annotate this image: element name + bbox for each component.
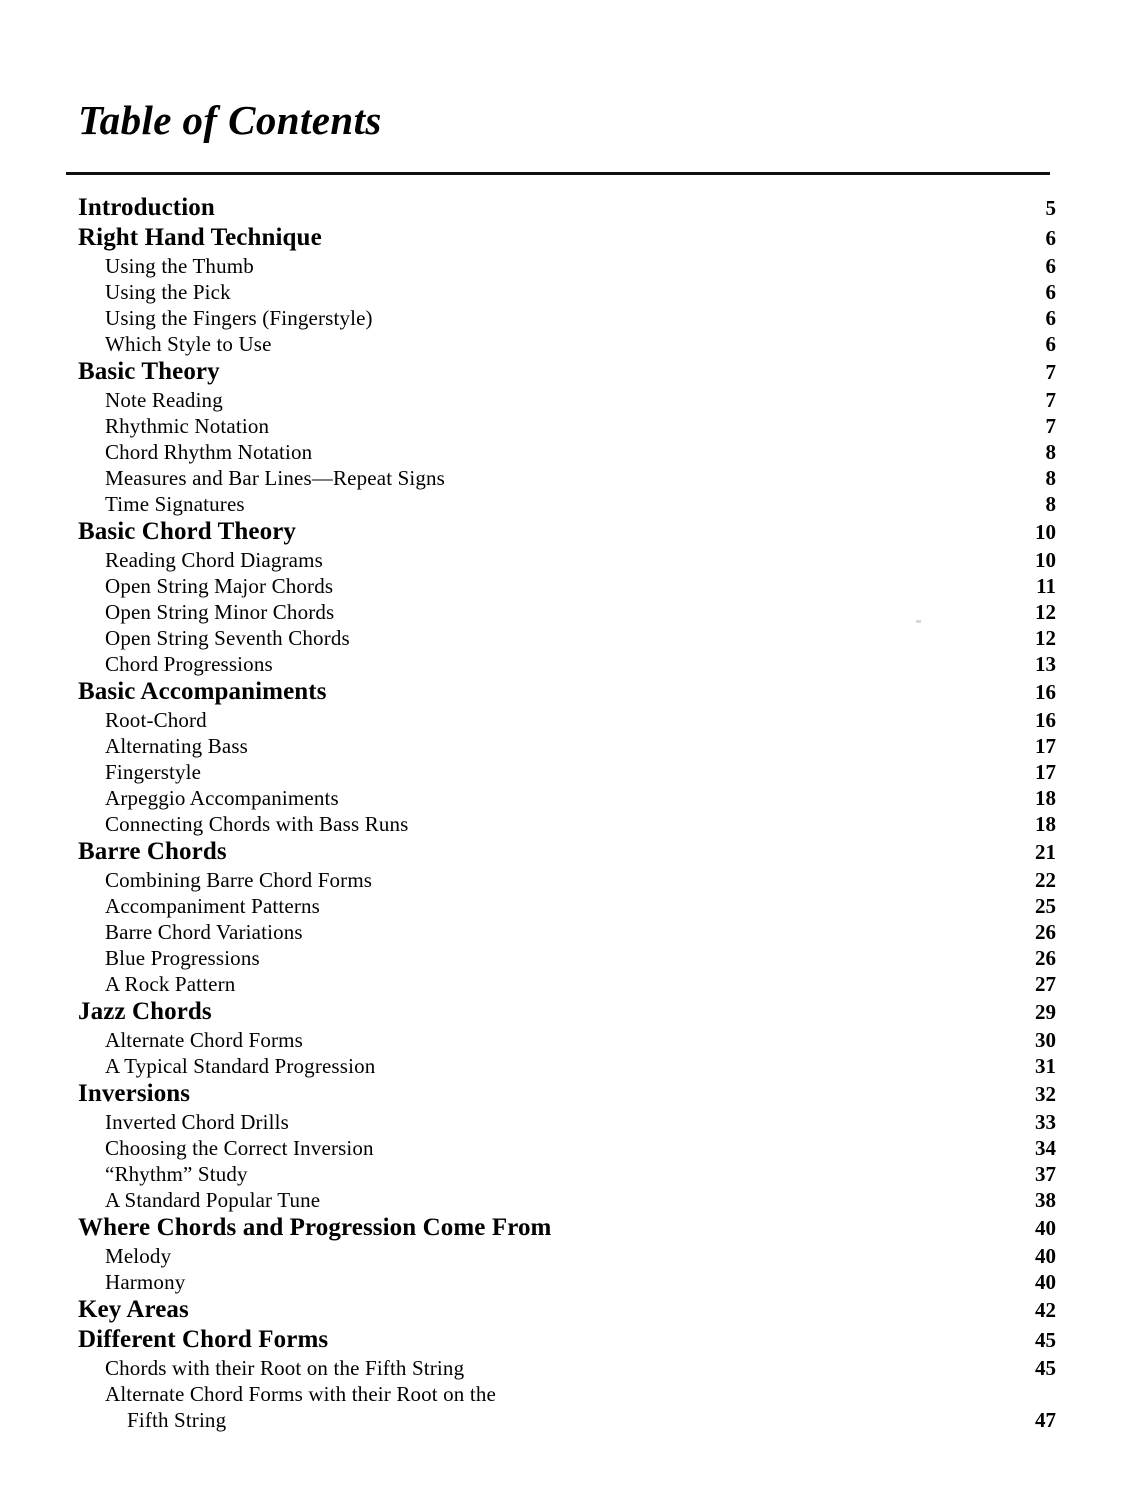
toc-entry-row[interactable] — [66, 193, 1056, 223]
toc-entry[interactable] — [66, 625, 1056, 651]
toc-entry[interactable] — [66, 253, 1056, 279]
table-of-contents-list — [66, 193, 1056, 1433]
toc-entry-label: Chord Progressions — [105, 652, 273, 676]
toc-entry-label: Using the Thumb — [105, 254, 254, 278]
toc-entry[interactable] — [66, 331, 1056, 357]
toc-entry-page-number: 10 — [1035, 548, 1056, 572]
toc-entry-page-number: 25 — [1035, 894, 1056, 918]
toc-entry-row[interactable] — [66, 945, 1056, 971]
toc-entry-page-number: 32 — [1035, 1082, 1056, 1106]
toc-entry-page-number: 12 — [1035, 626, 1056, 650]
toc-entry-page-number: 10 — [1035, 520, 1056, 544]
toc-entry-row[interactable] — [66, 785, 1056, 811]
toc-entry-row[interactable] — [66, 677, 1056, 707]
toc-entry-label: Combining Barre Chord Forms — [105, 868, 373, 892]
toc-entry[interactable] — [66, 677, 1056, 707]
toc-entry-label: Alternate Chord Forms with their Root on the — [105, 1382, 496, 1406]
toc-entry-page-number: 12 — [1035, 600, 1056, 624]
toc-entry-row[interactable] — [66, 811, 1056, 837]
toc-entry[interactable] — [66, 1187, 1056, 1213]
toc-entry-page-number: 8 — [1045, 466, 1056, 490]
toc-entry-page-number: 5 — [1045, 196, 1056, 220]
toc-entry-label: Open String Seventh Chords — [105, 626, 350, 650]
toc-entry-page-number: 6 — [1045, 280, 1056, 304]
toc-entry[interactable] — [66, 1213, 1056, 1243]
toc-entry-row[interactable] — [66, 465, 1056, 491]
toc-entry-label: Blue Progressions — [105, 946, 260, 970]
toc-entry[interactable] — [66, 1355, 1056, 1381]
toc-entry-page-number: 30 — [1035, 1028, 1056, 1052]
toc-entry-row[interactable] — [66, 1109, 1056, 1135]
toc-entry-row[interactable] — [66, 491, 1056, 517]
toc-entry-label: Key Areas — [78, 1296, 189, 1323]
toc-entry-page-number: 45 — [1035, 1328, 1056, 1352]
toc-entry-row[interactable] — [66, 837, 1056, 867]
toc-entry-label: Melody — [105, 1244, 172, 1268]
toc-entry-page-number: 42 — [1035, 1298, 1056, 1322]
toc-entry-row[interactable] — [66, 573, 1056, 599]
toc-entry-label: Alternate Chord Forms — [105, 1028, 303, 1052]
toc-entry-label: Barre Chords — [78, 838, 227, 865]
toc-entry[interactable] — [66, 599, 1056, 625]
toc-entry[interactable] — [66, 223, 1056, 253]
toc-entry-row[interactable] — [66, 547, 1056, 573]
toc-entry-label: A Standard Popular Tune — [105, 1188, 321, 1212]
toc-entry-label: Where Chords and Progression Come From — [78, 1214, 552, 1241]
toc-entry-page-number: 26 — [1035, 946, 1056, 970]
toc-entry-row[interactable] — [66, 625, 1056, 651]
toc-entry-row[interactable] — [66, 1243, 1056, 1269]
toc-entry-page-number: 40 — [1035, 1216, 1056, 1240]
toc-entry-label: Inverted Chord Drills — [105, 1110, 289, 1134]
toc-entry-row[interactable] — [66, 893, 1056, 919]
toc-entry[interactable] — [66, 759, 1056, 785]
toc-entry-page-number: 18 — [1035, 786, 1056, 810]
toc-entry-page-number: 6 — [1045, 226, 1056, 250]
toc-entry[interactable] — [66, 1381, 1056, 1433]
toc-entry-row[interactable] — [66, 1027, 1056, 1053]
toc-entry-label: Chords with their Root on the Fifth String — [105, 1356, 465, 1380]
toc-entry[interactable] — [66, 573, 1056, 599]
toc-entry-row[interactable] — [66, 1269, 1056, 1295]
toc-entry-page-number: 31 — [1035, 1054, 1056, 1078]
toc-entry-row[interactable] — [66, 707, 1056, 733]
toc-entry-row[interactable] — [66, 651, 1056, 677]
toc-entry-page-number: 8 — [1045, 440, 1056, 464]
toc-entry-page-number: 40 — [1035, 1244, 1056, 1268]
toc-entry-continuation-row[interactable] — [66, 1407, 1056, 1433]
toc-entry-row[interactable] — [66, 599, 1056, 625]
toc-entry-row[interactable] — [66, 1381, 1056, 1407]
toc-entry-page-number: 40 — [1035, 1270, 1056, 1294]
toc-entry[interactable] — [66, 1295, 1056, 1325]
toc-entry-label: “Rhythm” Study — [105, 1162, 248, 1186]
toc-entry[interactable] — [66, 997, 1056, 1027]
toc-entry-label: Fingerstyle — [105, 760, 202, 784]
toc-entry-label: Basic Accompaniments — [78, 678, 327, 705]
toc-entry[interactable] — [66, 651, 1056, 677]
toc-entry-label: Measures and Bar Lines—Repeat Signs — [105, 466, 446, 490]
toc-entry-label: Open String Minor Chords — [105, 600, 335, 624]
toc-entry-label: Alternating Bass — [105, 734, 248, 758]
toc-entry[interactable] — [66, 547, 1056, 573]
title-divider — [66, 172, 1050, 175]
toc-entry-label: A Typical Standard Progression — [105, 1054, 376, 1078]
toc-entry-row[interactable] — [66, 439, 1056, 465]
toc-entry-page-number: 21 — [1035, 840, 1056, 864]
toc-entry[interactable] — [66, 465, 1056, 491]
toc-entry-label: Right Hand Technique — [78, 224, 322, 251]
toc-entry-page-number: 7 — [1045, 388, 1056, 412]
toc-entry-row[interactable] — [66, 759, 1056, 785]
toc-entry[interactable] — [66, 387, 1056, 413]
toc-entry[interactable] — [66, 1109, 1056, 1135]
toc-entry-row[interactable] — [66, 1079, 1056, 1109]
toc-entry-row[interactable] — [66, 387, 1056, 413]
toc-entry[interactable] — [66, 733, 1056, 759]
toc-entry-row[interactable] — [66, 733, 1056, 759]
toc-entry[interactable] — [66, 357, 1056, 387]
toc-entry-row[interactable] — [66, 1295, 1056, 1325]
toc-entry-label: Note Reading — [105, 388, 223, 412]
toc-entry-row[interactable] — [66, 253, 1056, 279]
toc-entry-page-number: 13 — [1035, 652, 1056, 676]
toc-entry-row[interactable] — [66, 919, 1056, 945]
toc-entry-row[interactable] — [66, 1213, 1056, 1243]
toc-entry-label: Open String Major Chords — [105, 574, 334, 598]
toc-entry-row[interactable] — [66, 517, 1056, 547]
toc-entry-page-number: 37 — [1035, 1162, 1056, 1186]
toc-entry[interactable] — [66, 1079, 1056, 1109]
toc-entry-page-number: 7 — [1045, 360, 1056, 384]
toc-entry-page-number: 26 — [1035, 920, 1056, 944]
toc-entry[interactable] — [66, 1325, 1056, 1355]
toc-entry-label: Rhythmic Notation — [105, 414, 270, 438]
toc-entry[interactable] — [66, 971, 1056, 997]
toc-entry[interactable] — [66, 1027, 1056, 1053]
toc-entry-page-number: 33 — [1035, 1110, 1056, 1134]
toc-entry-label: Different Chord Forms — [78, 1326, 329, 1353]
toc-entry-page-number: 17 — [1035, 734, 1056, 758]
toc-entry[interactable] — [66, 945, 1056, 971]
toc-entry[interactable] — [66, 193, 1056, 223]
toc-entry-label: Accompaniment Patterns — [105, 894, 320, 918]
toc-entry-row[interactable] — [66, 1053, 1056, 1079]
toc-entry-label: Time Signatures — [105, 492, 245, 516]
toc-entry-label: Choosing the Correct Inversion — [105, 1136, 374, 1160]
toc-entry-label: Using the Pick — [105, 280, 231, 304]
toc-entry[interactable] — [66, 893, 1056, 919]
toc-entry[interactable] — [66, 867, 1056, 893]
toc-entry-page-number: 6 — [1045, 254, 1056, 278]
toc-entry-page-number: 7 — [1045, 414, 1056, 438]
toc-entry-row[interactable] — [66, 997, 1056, 1027]
toc-entry-row[interactable] — [66, 1355, 1056, 1381]
toc-entry-row[interactable] — [66, 279, 1056, 305]
toc-entry[interactable] — [66, 1161, 1056, 1187]
toc-entry-page-number: 27 — [1035, 972, 1056, 996]
toc-entry-label: Inversions — [78, 1080, 191, 1107]
toc-entry[interactable] — [66, 439, 1056, 465]
toc-entry[interactable] — [66, 785, 1056, 811]
toc-entry-row[interactable] — [66, 1161, 1056, 1187]
toc-entry-label: Using the Fingers (Fingerstyle) — [105, 306, 373, 330]
toc-entry[interactable] — [66, 1269, 1056, 1295]
toc-entry-row[interactable] — [66, 357, 1056, 387]
toc-entry-page-number: 34 — [1035, 1136, 1056, 1160]
toc-entry-continuation-label: Fifth String — [127, 1408, 227, 1432]
toc-entry-row[interactable] — [66, 305, 1056, 331]
toc-entry-row[interactable] — [66, 1325, 1056, 1355]
toc-entry-row[interactable] — [66, 1135, 1056, 1161]
toc-entry-page-number: 47 — [1035, 1408, 1056, 1432]
toc-entry-label: Connecting Chords with Bass Runs — [105, 812, 409, 836]
toc-entry-label: Introduction — [78, 194, 215, 221]
toc-entry[interactable] — [66, 707, 1056, 733]
toc-entry[interactable] — [66, 305, 1056, 331]
toc-entry-label: Barre Chord Variations — [105, 920, 303, 944]
toc-entry-page-number: 11 — [1036, 574, 1056, 598]
toc-entry[interactable] — [66, 811, 1056, 837]
toc-entry[interactable] — [66, 517, 1056, 547]
toc-entry-page-number: 22 — [1035, 868, 1056, 892]
toc-entry-page-number: 45 — [1035, 1356, 1056, 1380]
toc-entry[interactable] — [66, 919, 1056, 945]
toc-entry[interactable] — [66, 413, 1056, 439]
toc-entry-row[interactable] — [66, 331, 1056, 357]
toc-entry-label: Jazz Chords — [78, 998, 212, 1025]
toc-entry-row[interactable] — [66, 971, 1056, 997]
toc-entry-page-number: 29 — [1035, 1000, 1056, 1024]
toc-entry-label: Reading Chord Diagrams — [105, 548, 323, 572]
toc-entry[interactable] — [66, 1053, 1056, 1079]
toc-entry-label: Basic Theory — [78, 358, 220, 385]
toc-entry-page-number: 16 — [1035, 708, 1056, 732]
toc-entry-page-number: 16 — [1035, 680, 1056, 704]
toc-entry[interactable] — [66, 1135, 1056, 1161]
toc-entry-label: Basic Chord Theory — [78, 518, 297, 545]
toc-entry[interactable] — [66, 1243, 1056, 1269]
toc-entry-label: Chord Rhythm Notation — [105, 440, 313, 464]
toc-entry[interactable] — [66, 491, 1056, 517]
toc-entry-label: Harmony — [105, 1270, 186, 1294]
toc-entry-label: Arpeggio Accompaniments — [105, 786, 339, 810]
toc-entry-row[interactable] — [66, 413, 1056, 439]
toc-entry-page-number: 17 — [1035, 760, 1056, 784]
toc-entry[interactable] — [66, 837, 1056, 867]
toc-entry-page-number: 38 — [1035, 1188, 1056, 1212]
toc-entry[interactable] — [66, 279, 1056, 305]
page-title: Table of Contents — [78, 97, 382, 143]
toc-entry-row[interactable] — [66, 867, 1056, 893]
toc-entry-page-number: 6 — [1045, 332, 1056, 356]
toc-entry-label: Which Style to Use — [105, 332, 272, 356]
toc-entry-page-number: 8 — [1045, 492, 1056, 516]
toc-entry-row[interactable] — [66, 1187, 1056, 1213]
toc-entry-label: Root-Chord — [105, 708, 207, 732]
toc-entry-row[interactable] — [66, 223, 1056, 253]
toc-entry-page-number: 6 — [1045, 306, 1056, 330]
toc-entry-label: A Rock Pattern — [105, 972, 236, 996]
toc-entry-page-number: 18 — [1035, 812, 1056, 836]
